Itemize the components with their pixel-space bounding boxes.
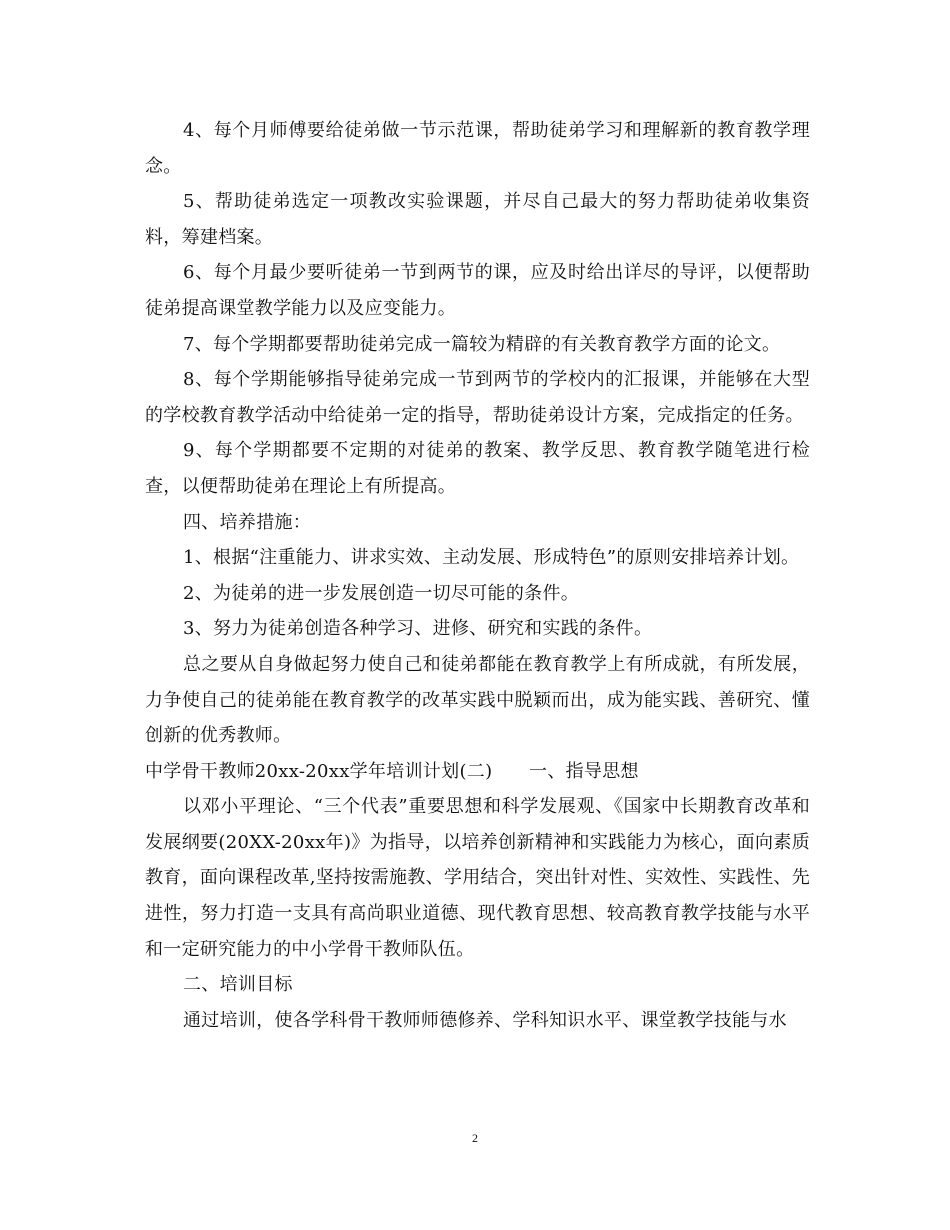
summary-paragraph: 总之要从自身做起努力使自己和徒弟都能在教育教学上有所成就，有所发展，力争使自己的徒弟能在教育教学的改革实践中脱颖而出，成为能实践、善研究、懂创新的优秀教师。 xyxy=(145,653,810,747)
page-number: 2 xyxy=(472,1131,478,1145)
paragraph-item-7: 7、每个学期都要帮助徒弟完成一篇较为精辟的有关教育教学方面的论文。 xyxy=(183,333,781,355)
training-goals-paragraph: 通过培训，使各学科骨干教师师德修养、学科知识水平、课堂教学技能与水 xyxy=(183,1009,787,1031)
document-body xyxy=(145,113,810,1038)
section-heading-measures: 四、培养措施： xyxy=(183,511,312,533)
paragraph-item-5: 5、帮助徒弟选定一项教改实验课题，并尽自己最大的努力帮助徒弟收集资料，筹建档案。 xyxy=(145,191,810,248)
plan-title-line: 中学骨干教师20xx-20xx学年培训计划(二) 一、指导思想 xyxy=(145,760,639,782)
measure-item-1: 1、根据“注重能力、讲求实效、主动发展、形成特色”的原则安排培养计划。 xyxy=(183,547,800,569)
paragraph-item-9: 9、每个学期都要不定期的对徒弟的教案、教学反思、教育教学随笔进行检查，以便帮助徒弟在理论上有所提高。 xyxy=(145,440,810,497)
guiding-thought-paragraph: 以邓小平理论、“三个代表”重要思想和科学发展观、《国家中长期教育改革和发展纲要(20XX-20xx年)》为指导，以培养创新精神和实践能力为核心，面向素质教育，面向课程改革,坚持按需施教、学用结合，突出针对性、实效性、实践性、先进性，努力打造一支具有高尚职业道德、现代教育思想、较高教育教学技能与水平和一定研究能力的中小学骨干教师队伍。 xyxy=(145,796,810,960)
measure-item-2: 2、为徒弟的进一步发展创造一切尽可能的条件。 xyxy=(183,582,580,604)
paragraph-item-4: 4、每个月师傅要给徒弟做一节示范课，帮助徒弟学习和理解新的教育教学理念。 xyxy=(145,120,810,177)
paragraph-item-6: 6、每个月最少要听徒弟一节到两节的课，应及时给出详尽的导评，以便帮助徒弟提高课堂教学能力以及应变能力。 xyxy=(145,262,810,319)
measure-item-3: 3、努力为徒弟创造各种学习、进修、研究和实践的条件。 xyxy=(183,618,653,640)
section-heading-training-goals: 二、培训目标 xyxy=(183,974,293,996)
paragraph-item-8: 8、每个学期能够指导徒弟完成一节到两节的学校内的汇报课，并能够在大型的学校教育教学活动中给徒弟一定的指导，帮助徒弟设计方案，完成指定的任务。 xyxy=(145,369,810,426)
